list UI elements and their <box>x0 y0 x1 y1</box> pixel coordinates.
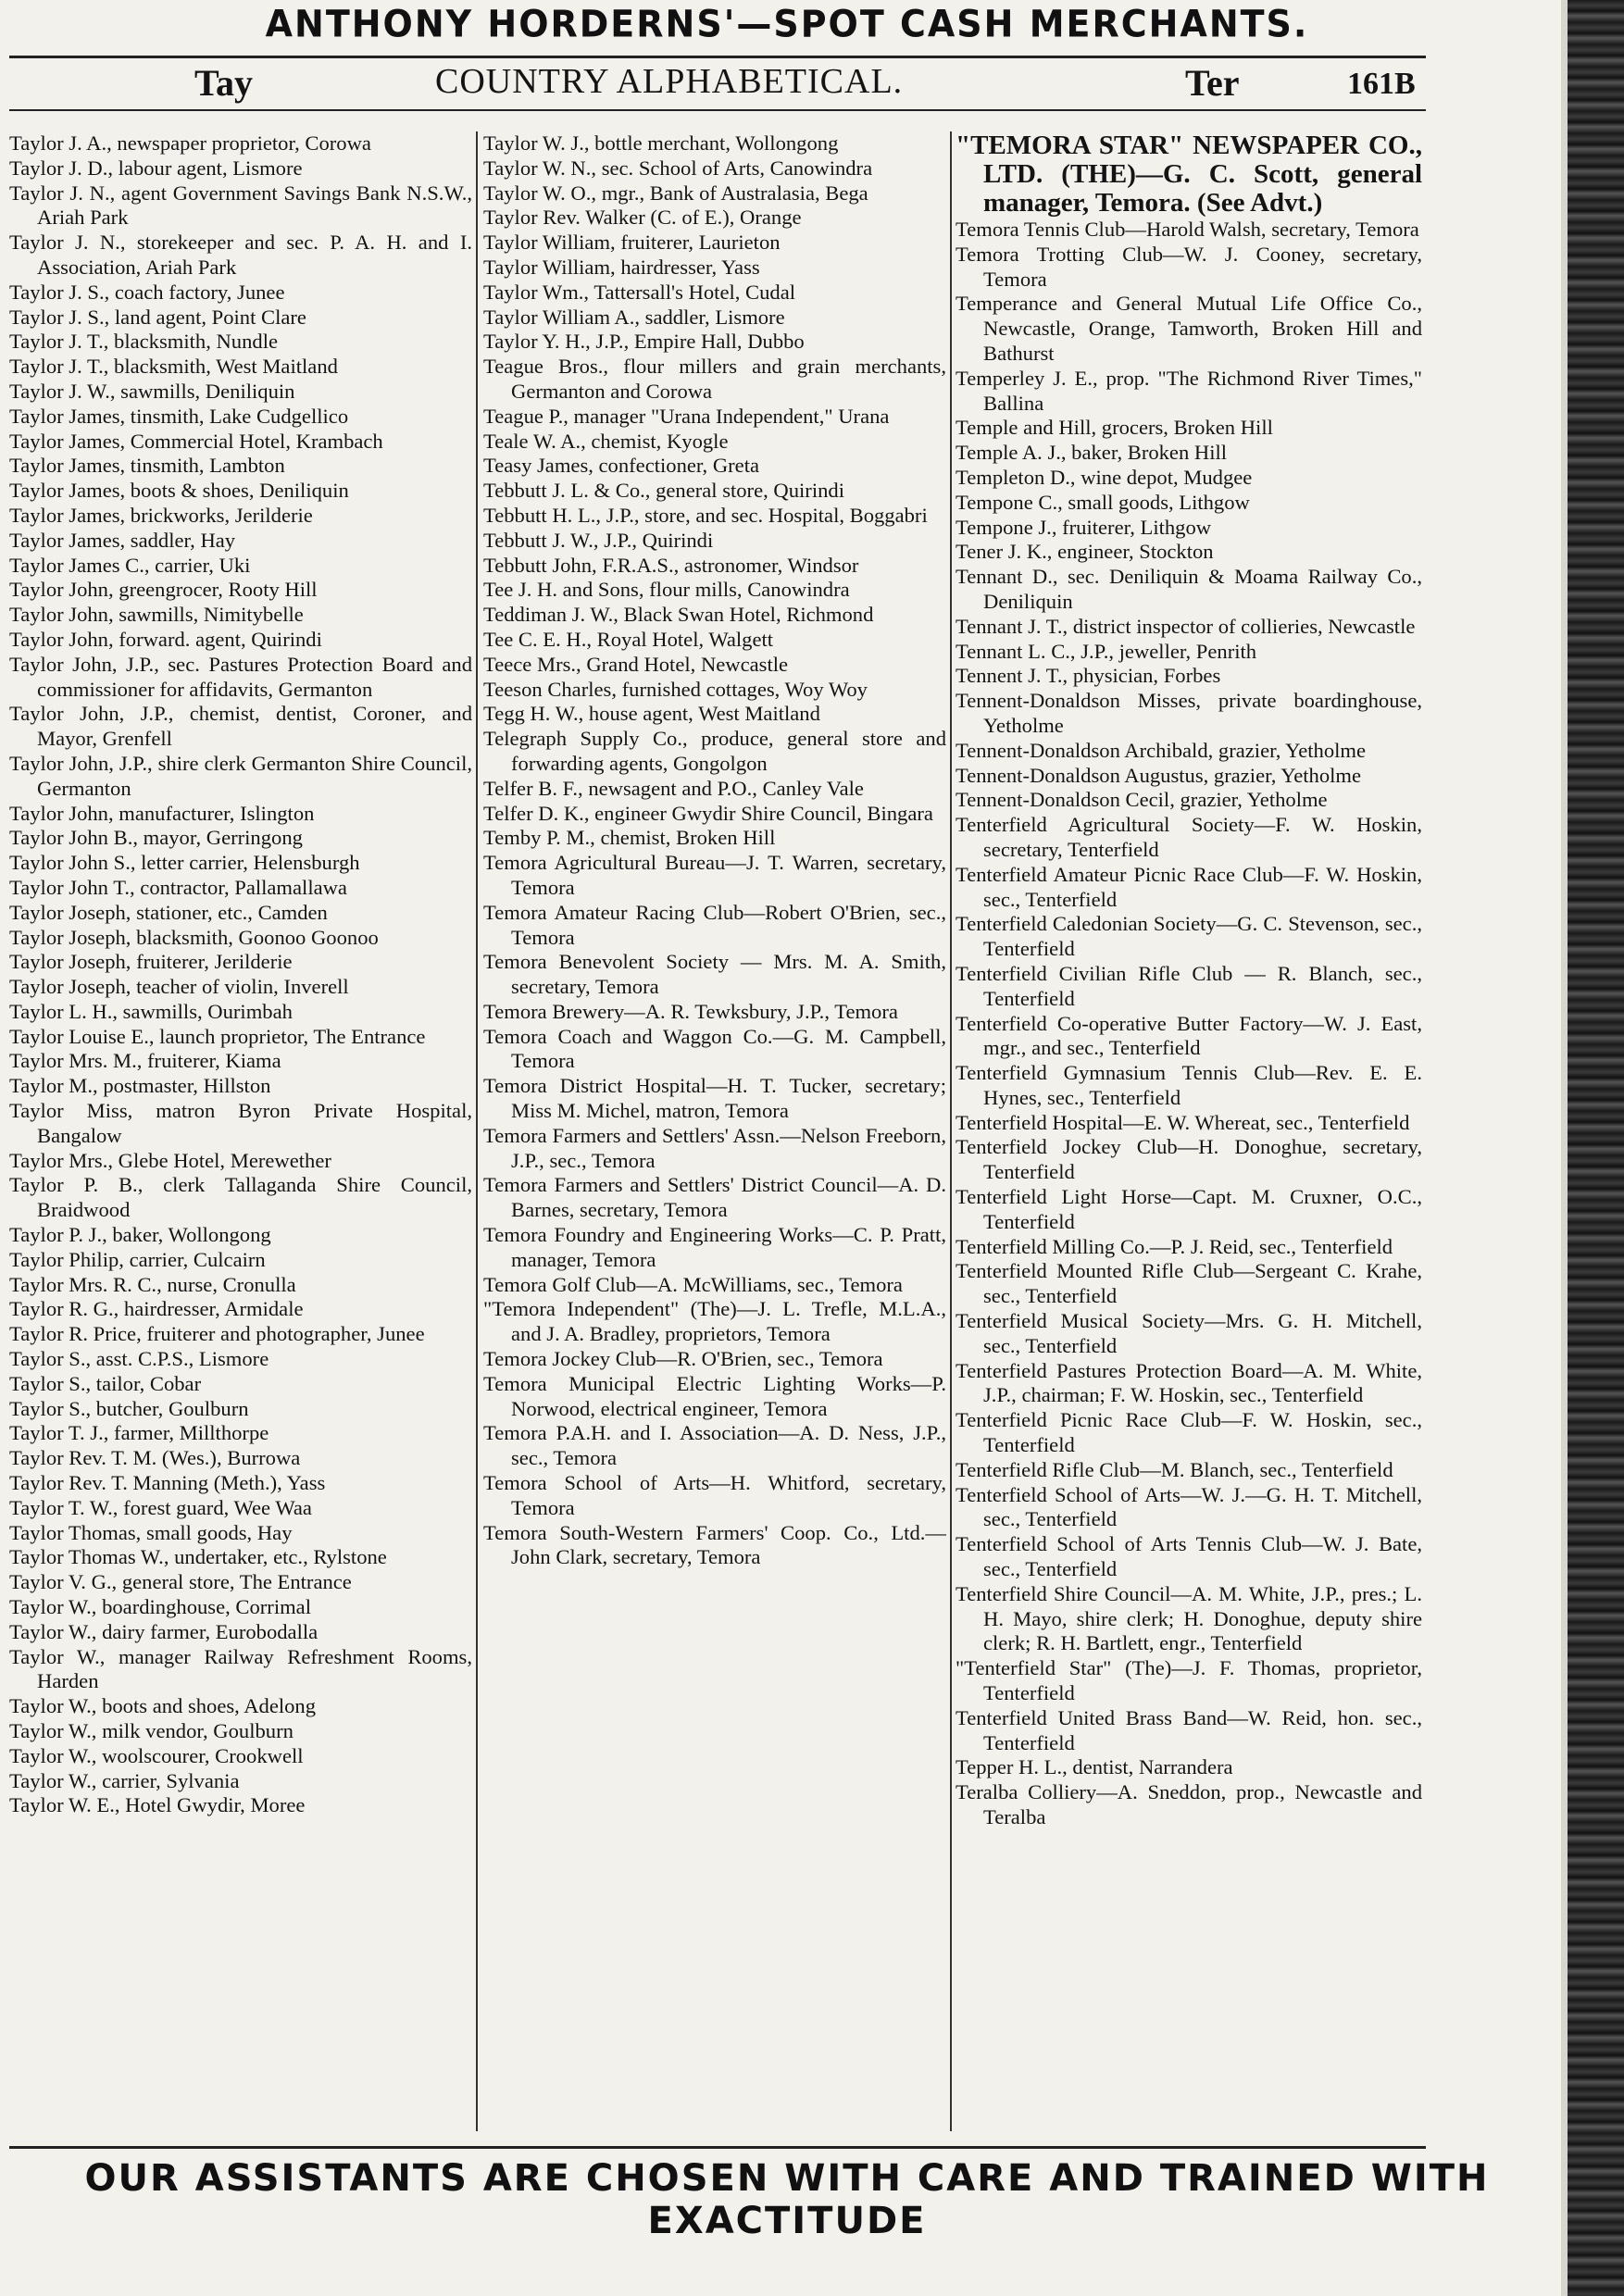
header-range-start: Tay <box>194 62 254 104</box>
directory-entry: "Temora Independent" (The)—J. L. Trefle, M.L.A., and J. A. Bradley, proprietors, Temora <box>483 1297 946 1346</box>
directory-entry: Telegraph Supply Co., produce, general store and forwarding agents, Gongolgon <box>483 727 946 775</box>
directory-entry: Taylor Rev. T. Manning (Meth.), Yass <box>9 1471 326 1495</box>
directory-entry: Taylor W., milk vendor, Goulburn <box>9 1719 294 1742</box>
directory-entry: Taylor John T., contractor, Pallamallawa <box>9 875 347 899</box>
directory-entry: Temora Municipal Electric Lighting Works—P. Norwood, electrical engineer, Temora <box>483 1371 946 1420</box>
directory-entry: Temby P. M., chemist, Broken Hill <box>483 826 776 850</box>
directory-entry: Telfer B. F., newsagent and P.O., Canley Vale <box>483 776 864 800</box>
directory-entry: Tenterfield Light Horse—Capt. M. Cruxner, O.C., Tenterfield <box>956 1185 1422 1233</box>
directory-entry: Temora Golf Club—A. McWilliams, sec., Temora <box>483 1272 903 1296</box>
directory-entry: Tenterfield Picnic Race Club—F. W. Hoskin, sec., Tenterfield <box>956 1408 1422 1457</box>
directory-entry: Temora Trotting Club—W. J. Cooney, secretary, Temora <box>956 242 1422 291</box>
directory-entry: Teague P., manager "Urana Independent," Urana <box>483 404 890 428</box>
directory-entry: Taylor W., boots and shoes, Adelong <box>9 1694 317 1718</box>
directory-entry: Taylor John, J.P., sec. Pastures Protection Board and commissioner for affidavits, Germanton <box>9 652 472 701</box>
directory-entry: Tenterfield Caledonian Society—G. C. Stevenson, sec., Tenterfield <box>956 912 1422 961</box>
directory-entry: Tenterfield School of Arts—W. J.—G. H. T. Mitchell, sec., Tenterfield <box>956 1482 1422 1531</box>
directory-entry: Temple A. J., baker, Broken Hill <box>956 441 1228 465</box>
column-divider-1 <box>476 131 478 2131</box>
directory-entry: Teralba Colliery—A. Sneddon, prop., Newcastle and Teralba <box>956 1780 1422 1828</box>
directory-entry: Taylor Mrs. M., fruiterer, Kiama <box>9 1049 281 1073</box>
directory-entry: Temora Brewery—A. R. Tewksbury, J.P., Temora <box>483 999 898 1023</box>
directory-entry: Taylor Thomas W., undertaker, etc., Rylstone <box>9 1545 387 1569</box>
directory-entry: Taylor Wm., Tattersall's Hotel, Cudal <box>483 280 796 304</box>
advert-banner-bottom: OUR ASSISTANTS ARE CHOSEN WITH CARE AND TRAINED WITH EXACTITUDE <box>84 2157 1490 2242</box>
directory-entry: Tenterfield Jockey Club—H. Donoghue, secretary, Tenterfield <box>956 1135 1422 1184</box>
directory-entry: Taylor W. N., sec. School of Arts, Canowindra <box>483 156 873 180</box>
directory-entry: Tennant D., sec. Deniliquin & Moama Railway Co., Deniliquin <box>956 565 1422 613</box>
directory-entry: Tener J. K., engineer, Stockton <box>956 540 1214 564</box>
directory-entry: Taylor W., carrier, Sylvania <box>9 1768 240 1792</box>
directory-entry: Temora Amateur Racing Club—Robert O'Brien, sec., Temora <box>483 900 946 949</box>
page-number: 161B <box>1347 67 1416 101</box>
advert-banner-top: ANTHONY HORDERNS'—SPOT CASH MERCHANTS. <box>265 2 1309 46</box>
directory-entry: Tenterfield Co-operative Butter Factory—W. J. East, mgr., and sec., Tenterfield <box>956 1011 1422 1060</box>
directory-entry: Taylor W. E., Hotel Gwydir, Moree <box>9 1793 306 1817</box>
directory-entry: Taylor Rev. T. M. (Wes.), Burrowa <box>9 1446 301 1470</box>
directory-entry: "TEMORA STAR" NEWSPAPER CO., LTD. (THE)—G. C. Scott, general manager, Temora. (See Advt.) <box>956 131 1422 218</box>
directory-entry: Taylor James, Commercial Hotel, Krambach <box>9 429 383 453</box>
column-3 <box>956 131 1422 2131</box>
directory-entry: Taylor W., manager Railway Refreshment Rooms, Harden <box>9 1644 472 1693</box>
directory-entry: Tennent-Donaldson Archibald, grazier, Yetholme <box>956 738 1367 762</box>
directory-entry: Taylor Louise E., launch proprietor, The Entrance <box>9 1024 426 1048</box>
directory-entry: Tenterfield Milling Co.—P. J. Reid, sec., Tenterfield <box>956 1234 1393 1258</box>
directory-entry: Taylor James, brickworks, Jerilderie <box>9 503 313 527</box>
column-2 <box>483 131 946 2131</box>
directory-entry: Taylor James, saddler, Hay <box>9 528 236 552</box>
directory-entry: Taylor John, J.P., chemist, dentist, Coroner, and Mayor, Grenfell <box>9 702 472 751</box>
directory-entry: Taylor J. T., blacksmith, West Maitland <box>9 355 338 379</box>
directory-entry: Taylor J. S., land agent, Point Clare <box>9 305 306 329</box>
directory-entry: Taylor R. Price, fruiterer and photographer, Junee <box>9 1322 425 1346</box>
directory-entry: Tee C. E. H., Royal Hotel, Walgett <box>483 627 774 651</box>
header-section-title: COUNTRY ALPHABETICAL. <box>435 62 904 101</box>
directory-entry: Taylor P. J., baker, Wollongong <box>9 1223 271 1247</box>
directory-entry: Tempone C., small goods, Lithgow <box>956 490 1250 514</box>
directory-entry: Temora South-Western Farmers' Coop. Co., Ltd.—John Clark, secretary, Temora <box>483 1520 946 1569</box>
directory-entry: Taylor W. O., mgr., Bank of Australasia, Bega <box>483 181 868 205</box>
directory-entry: Temora Jockey Club—R. O'Brien, sec., Temora <box>483 1347 883 1371</box>
directory-entry: Taylor William, fruiterer, Laurieton <box>483 231 781 255</box>
directory-entry: Teddiman J. W., Black Swan Hotel, Richmond <box>483 603 874 627</box>
directory-entry: Taylor W., boardinghouse, Corrimal <box>9 1595 311 1619</box>
directory-entry: Tenterfield United Brass Band—W. Reid, hon. sec., Tenterfield <box>956 1705 1422 1754</box>
directory-entry: Taylor L. H., sawmills, Ourimbah <box>9 999 293 1023</box>
directory-entry: Temora Agricultural Bureau—J. T. Warren, secretary, Temora <box>483 851 946 899</box>
directory-entry: Tenterfield Musical Society—Mrs. G. H. Mitchell, sec., Tenterfield <box>956 1309 1422 1357</box>
directory-entry: Tepper H. L., dentist, Narrandera <box>956 1755 1233 1779</box>
directory-entry: Tenterfield Gymnasium Tennis Club—Rev. E. E. Hynes, sec., Tenterfield <box>956 1061 1422 1109</box>
directory-entry: Taylor J. A., newspaper proprietor, Corowa <box>9 131 371 155</box>
directory-entry: Tenterfield Pastures Protection Board—A. M. White, J.P., chairman; F. W. Hoskin, sec., Tenterfield <box>956 1358 1422 1407</box>
directory-entry: Teasy James, confectioner, Greta <box>483 454 759 478</box>
directory-entry: Tenterfield Mounted Rifle Club—Sergeant C. Krahe, sec., Tenterfield <box>956 1259 1422 1308</box>
directory-entry: Tenterfield Hospital—E. W. Whereat, sec., Tenterfield <box>956 1110 1410 1134</box>
directory-entry: Taylor J. T., blacksmith, Nundle <box>9 330 278 354</box>
directory-entry: Temora District Hospital—H. T. Tucker, secretary; Miss M. Michel, matron, Temora <box>483 1074 946 1123</box>
directory-entry: Teece Mrs., Grand Hotel, Newcastle <box>483 652 789 676</box>
directory-entry: Taylor Rev. Walker (C. of E.), Orange <box>483 206 802 230</box>
header-range-end: Ter <box>1185 62 1240 104</box>
directory-entry: Taylor Mrs., Glebe Hotel, Merewether <box>9 1148 331 1172</box>
directory-entry: Taylor William A., saddler, Lismore <box>483 305 785 329</box>
directory-entry: Taylor V. G., general store, The Entrance <box>9 1570 352 1594</box>
directory-entry: Temora Farmers and Settlers' District Council—A. D. Barnes, secretary, Temora <box>483 1173 946 1222</box>
directory-entry: Tebbutt J. L. & Co., general store, Quirindi <box>483 479 844 503</box>
header-rule <box>9 109 1426 111</box>
directory-entry: Teeson Charles, furnished cottages, Woy Woy <box>483 677 868 701</box>
directory-entry: Temple and Hill, grocers, Broken Hill <box>956 416 1273 440</box>
directory-entry: Temora Benevolent Society — Mrs. M. A. Smith, secretary, Temora <box>483 950 946 999</box>
directory-entry: Tebbutt H. L., J.P., store, and sec. Hospital, Boggabri <box>483 503 928 527</box>
directory-entry: Tennent-Donaldson Misses, private boardinghouse, Yetholme <box>956 689 1422 737</box>
directory-entry: Tenterfield School of Arts Tennis Club—W. J. Bate, sec., Tenterfield <box>956 1532 1422 1581</box>
directory-entry: Taylor R. G., hairdresser, Armidale <box>9 1297 304 1321</box>
directory-entry: Taylor Mrs. R. C., nurse, Cronulla <box>9 1272 296 1296</box>
directory-entry: Taylor Joseph, teacher of violin, Inverell <box>9 975 349 999</box>
directory-entry: Templeton D., wine depot, Mudgee <box>956 465 1253 489</box>
directory-entry: Taylor P. B., clerk Tallaganda Shire Council, Braidwood <box>9 1173 472 1222</box>
directory-entry: Taylor W., woolscourer, Crookwell <box>9 1743 304 1767</box>
binding-edge <box>1568 0 1624 2296</box>
directory-entry: Taylor John, forward. agent, Quirindi <box>9 627 322 651</box>
directory-entry: Tebbutt John, F.R.A.S., astronomer, Windsor <box>483 553 859 577</box>
top-rule <box>9 56 1426 58</box>
directory-entry: Temora Coach and Waggon Co.—G. M. Campbell, Temora <box>483 1024 946 1073</box>
directory-entry: Taylor Joseph, blacksmith, Goonoo Goonoo <box>9 925 379 949</box>
directory-entry: Telfer D. K., engineer Gwydir Shire Council, Bingara <box>483 801 933 825</box>
column-divider-2 <box>950 131 952 2131</box>
directory-entry: Tenterfield Amateur Picnic Race Club—F. W. Hoskin, sec., Tenterfield <box>956 862 1422 911</box>
directory-entry: Temperley J. E., prop. "The Richmond River Times," Ballina <box>956 366 1422 415</box>
directory-entry: Taylor J. W., sawmills, Deniliquin <box>9 379 295 403</box>
directory-entry: Taylor Joseph, fruiterer, Jerilderie <box>9 950 293 974</box>
directory-entry: Temora P.A.H. and I. Association—A. D. Ness, J.P., sec., Temora <box>483 1421 946 1470</box>
directory-entry: Tenterfield Civilian Rifle Club — R. Blanch, sec., Tenterfield <box>956 961 1422 1010</box>
directory-entry: Tebbutt J. W., J.P., Quirindi <box>483 528 714 552</box>
directory-entry: Taylor J. N., agent Government Savings Bank N.S.W., Ariah Park <box>9 181 472 230</box>
directory-entry: Tempone J., fruiterer, Lithgow <box>956 515 1212 539</box>
directory-entry: Taylor S., asst. C.P.S., Lismore <box>9 1347 269 1371</box>
directory-entry: Temora Tennis Club—Harold Walsh, secretary, Temora <box>956 218 1419 241</box>
directory-entry: "Tenterfield Star" (The)—J. F. Thomas, proprietor, Tenterfield <box>956 1656 1422 1705</box>
directory-entry: Taylor J. D., labour agent, Lismore <box>9 156 303 180</box>
directory-entry: Taylor William, hairdresser, Yass <box>483 255 760 279</box>
directory-entry: Tenterfield Agricultural Society—F. W. Hoskin, secretary, Tenterfield <box>956 813 1422 861</box>
directory-entry: Temperance and General Mutual Life Office Co., Newcastle, Orange, Tamworth, Broken Hill and Bathurst <box>956 292 1422 365</box>
directory-entry: Tegg H. W., house agent, West Maitland <box>483 702 820 726</box>
directory-entry: Taylor W. J., bottle merchant, Wollongong <box>483 131 839 155</box>
directory-entry: Taylor T. W., forest guard, Wee Waa <box>9 1495 312 1519</box>
directory-entry: Taylor W., dairy farmer, Eurobodalla <box>9 1619 319 1643</box>
directory-entry: Temora Farmers and Settlers' Assn.—Nelson Freeborn, J.P., sec., Temora <box>483 1123 946 1172</box>
directory-entry: Taylor John, manufacturer, Islington <box>9 801 315 825</box>
directory-entry: Tennant L. C., J.P., jeweller, Penrith <box>956 639 1257 663</box>
directory-entry: Taylor S., butcher, Goulburn <box>9 1396 249 1420</box>
directory-entry: Taylor T. J., farmer, Millthorpe <box>9 1421 269 1445</box>
directory-entry: Tenterfield Rifle Club—M. Blanch, sec., Tenterfield <box>956 1457 1393 1481</box>
directory-entry: Taylor John, sawmills, Nimitybelle <box>9 603 304 627</box>
directory-entry: Taylor Thomas, small goods, Hay <box>9 1520 293 1544</box>
directory-entry: Temora School of Arts—H. Whitford, secretary, Temora <box>483 1471 946 1519</box>
directory-entry: Taylor M., postmaster, Hillston <box>9 1074 271 1098</box>
directory-entry: Taylor Philip, carrier, Culcairn <box>9 1247 266 1271</box>
directory-entry: Taylor James, tinsmith, Lambton <box>9 454 285 478</box>
bottom-rule <box>9 2146 1426 2149</box>
directory-entry: Taylor Joseph, stationer, etc., Camden <box>9 900 328 924</box>
directory-entry: Temora Foundry and Engineering Works—C. P. Pratt, manager, Temora <box>483 1223 946 1271</box>
directory-entry: Taylor Miss, matron Byron Private Hospital, Bangalow <box>9 1099 472 1147</box>
directory-entry: Taylor John B., mayor, Gerringong <box>9 826 303 850</box>
directory-entry: Tennant J. T., district inspector of collieries, Newcastle <box>956 614 1416 638</box>
directory-entry: Teague Bros., flour millers and grain merchants, Germanton and Corowa <box>483 355 946 403</box>
directory-entry: Taylor James, boots & shoes, Deniliquin <box>9 479 349 503</box>
column-1 <box>9 131 472 2131</box>
directory-entry: Taylor Y. H., J.P., Empire Hall, Dubbo <box>483 330 805 354</box>
directory-entry: Taylor S., tailor, Cobar <box>9 1371 202 1395</box>
directory-entry: Tee J. H. and Sons, flour mills, Canowindra <box>483 578 850 602</box>
directory-entry: Taylor John, J.P., shire clerk Germanton Shire Council, Germanton <box>9 751 472 800</box>
directory-entry: Taylor James C., carrier, Uki <box>9 553 251 577</box>
directory-entry: Taylor J. N., storekeeper and sec. P. A. H. and I. Association, Ariah Park <box>9 231 472 279</box>
directory-entry: Taylor J. S., coach factory, Junee <box>9 280 285 304</box>
directory-entry: Tennent-Donaldson Cecil, grazier, Yetholme <box>956 788 1328 812</box>
directory-entry: Taylor James, tinsmith, Lake Cudgellico <box>9 404 349 428</box>
directory-entry: Tennent J. T., physician, Forbes <box>956 664 1221 688</box>
directory-entry: Tennent-Donaldson Augustus, grazier, Yetholme <box>956 763 1362 787</box>
directory-entry: Tenterfield Shire Council—A. M. White, J.P., pres.; L. H. Mayo, shire clerk; H. Donoghue, deputy shire clerk; R. H. Bartlett, engr., Tenterfield <box>956 1581 1422 1655</box>
directory-entry: Taylor John, greengrocer, Rooty Hill <box>9 578 318 602</box>
directory-entry: Taylor John S., letter carrier, Helensburgh <box>9 851 360 875</box>
directory-entry: Teale W. A., chemist, Kyogle <box>483 429 729 453</box>
